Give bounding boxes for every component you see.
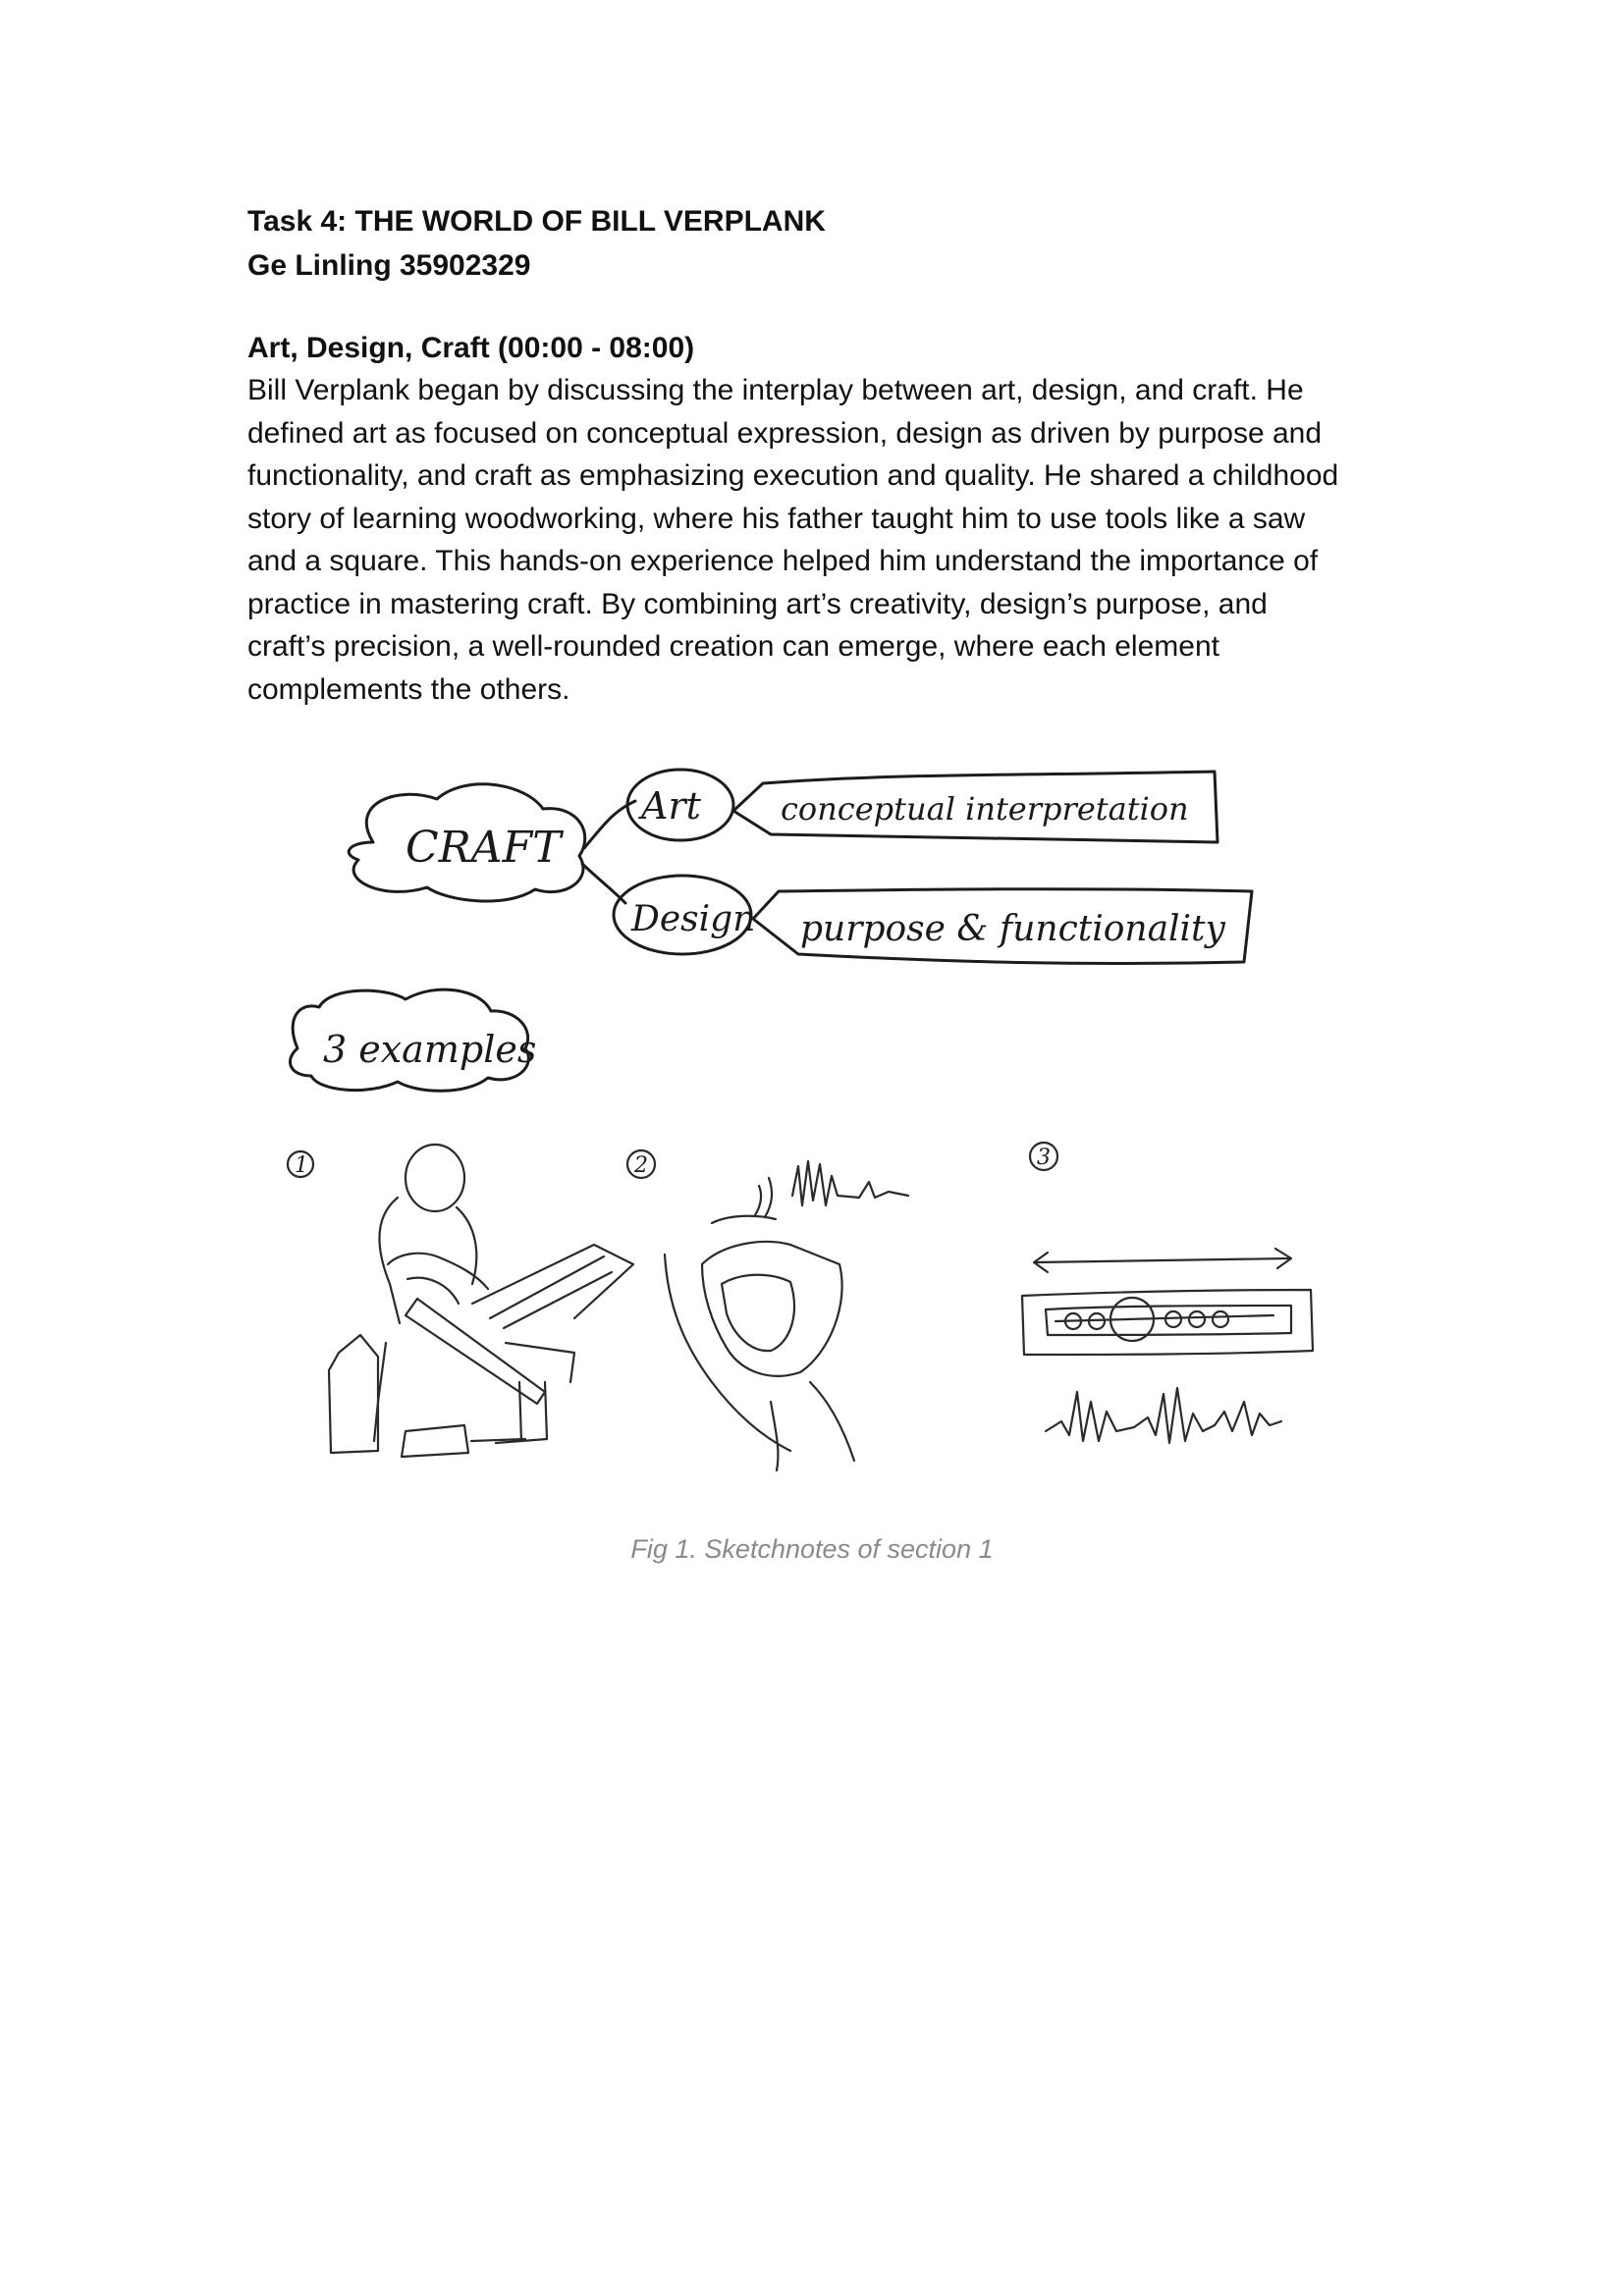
example-1-woodworking-sketch (329, 1145, 633, 1457)
example-2-number: 2 (634, 1153, 648, 1178)
example-2-device-sketch (665, 1161, 908, 1470)
paragraph-line: complements the others. (247, 672, 570, 706)
paragraph-line: story of learning woodworking, where his father taught him to use tools like a saw (247, 502, 1306, 535)
paragraph-line: craft’s precision, a well-rounded creation can emerge, where each element (247, 630, 1219, 663)
example-1-number: 1 (295, 1153, 308, 1178)
author-line: Ge Linling 35902329 (247, 249, 531, 282)
example-3-slider-sketch (1022, 1249, 1313, 1443)
paragraph-line: practice in mastering craft. By combining art’s creativity, design’s purpose, and (247, 587, 1268, 620)
design-label: Design (631, 899, 756, 939)
sketchnote-figure (280, 754, 1370, 1510)
art-note: conceptual interpretation (781, 790, 1189, 828)
paragraph-line: functionality, and craft as emphasizing execution and quality. He shared a childhood (247, 459, 1339, 492)
examples-label: 3 examples (323, 1028, 537, 1071)
craft-label: CRAFT (406, 823, 562, 873)
design-note: purpose & functionality (800, 909, 1225, 949)
document-title: Task 4: THE WORLD OF BILL VERPLANK (247, 205, 826, 238)
paragraph-line: and a square. This hands-on experience helped him understand the importance of (247, 545, 1319, 577)
sketchnote-drawing (280, 754, 1370, 1510)
paragraph-line: defined art as focused on conceptual expression, design as driven by purpose and (247, 416, 1323, 450)
example-3-number: 3 (1037, 1146, 1051, 1170)
figure-caption: Fig 1. Sketchnotes of section 1 (630, 1534, 994, 1564)
paragraph-line: Bill Verplank began by discussing the interplay between art, design, and craft. He (247, 374, 1304, 406)
section-heading: Art, Design, Craft (00:00 - 08:00) (247, 332, 695, 364)
document-header (247, 199, 1386, 288)
art-label: Art (641, 784, 701, 828)
section-art-design-craft (247, 327, 1386, 711)
